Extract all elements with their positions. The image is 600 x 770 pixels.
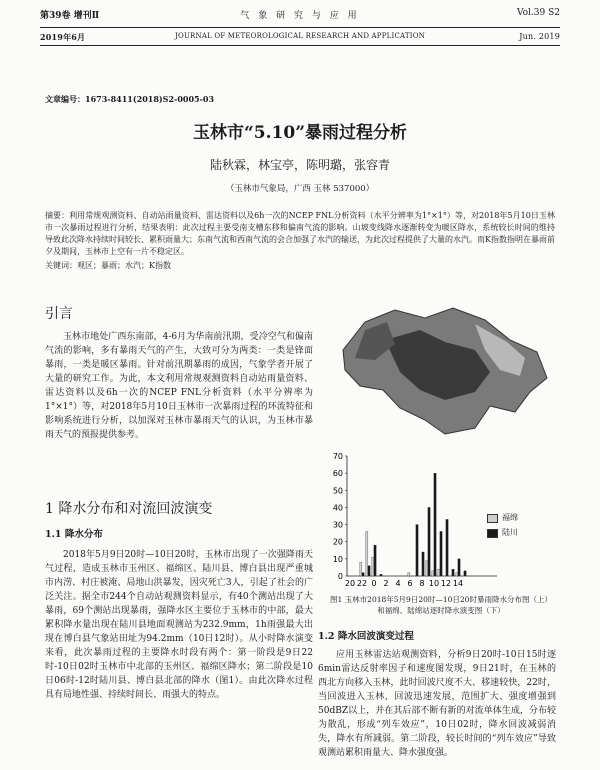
abstract: 摘要：利用常规观测资料、自动站雨量资料、雷达资料以及6h一次的NCEP FNL分析资料（水平分辨率为1°×1°）等，对2018年5月10日玉林市一次暴雨过程进行分析，结果表明：此次过程主要受南支槽东移和偏南气流的影响。山坡变线降水逐渐转变为暖区降水，系统较长时间的维持导致此次降水持续时间较长、累积雨量大；东南气流和西南气流的会合加强了水汽的输送，为此次过程提供了大量的水汽。而K指数指明在暴雨前夕及期间，玉林市上空有一片不稳定区。: [45, 211, 555, 256]
journal-name-cn: 气 象 研 究 与 应 用: [240, 11, 360, 21]
affiliation: （玉林市气象局，广西 玉林 537000）: [225, 184, 375, 194]
legend-item-luchuan: [487, 527, 518, 538]
y-tick-label: 20: [332, 537, 343, 547]
x-tick-label: 2: [383, 579, 389, 588]
x-tick-label: 20: [344, 579, 356, 588]
section1-heading: 1 降水分布和对流回波演变: [45, 501, 213, 517]
bar-陆川: [422, 552, 424, 576]
y-tick-label: 50: [332, 486, 343, 496]
legend-item-fumian: [487, 512, 518, 523]
date-cn: 2019年6月: [40, 32, 86, 42]
y-tick-label: 0: [337, 572, 343, 581]
bar-福绵: [438, 569, 440, 576]
bar-陆川: [362, 573, 364, 576]
y-tick-label: 40: [332, 503, 343, 513]
y-tick-label: 70: [332, 452, 343, 461]
article-number: 文章编号：1673-8411(2018)S2-0005-03: [45, 94, 215, 104]
bar-陆川: [368, 566, 370, 576]
bar-陆川: [458, 559, 460, 576]
keywords: 关键词：观区；暴雨；水汽；K指数: [45, 261, 171, 270]
header-rule-2: [40, 45, 560, 46]
intro-heading: 引言: [45, 306, 73, 322]
bar-陆川: [464, 571, 466, 576]
bar-陆川: [440, 531, 442, 576]
x-tick-label: 8: [419, 579, 425, 588]
legend-swatch-fumian: [487, 514, 498, 523]
x-tick-label: 12: [440, 579, 452, 588]
hourly-precip-chart: [325, 448, 555, 593]
figure-caption: 图1 玉林市2018年5月9日20时—10日20时暴雨降水分布图（上）和福绵、陆绵站逐时降水演变图（下）: [330, 595, 552, 615]
x-tick-label: 10: [428, 579, 440, 588]
section1-1-paragraph: 2018年5月9日20时—10日20时，玉林市出现了一次强降雨天气过程，造成玉林市玉州区、福绵区、陆川县、博白县出现严重城市内涝、村庄被淹、局地山洪暴发，因灾死亡3人，引起了社会的广泛关注。据全市244个自动站观测资料显示，有40个测站出现了大暴雨，69个测站出现暴雨，强降水区主要位于玉林市的中部，最大累积降水量出现在陆川县地面观测站为232.9mm，1h雨强最大出现在博白县气象站田址为94.2mm（10日12时）。从小时降水演变来看，此次暴雨过程的主要降水时段有两个：第一阶段是9日22时-10日02时玉林市中北部的玉州区、福绵区降水；第二阶段是10日06时-12时陆川县、博白县北部的降水（图1）。由此次降水过程具有局地性强、持续时间长、雨强大的特点。: [45, 550, 313, 700]
section1-2-paragraph: 应用玉林雷达站观测资料，分析9日20时-10日15时逐6min雷达反射率因子和速度图发现，9日21时，在玉林的西北方向移入玉林，此时回波尺度不大、移速较快，22时，当回波进入玉林，回波迅速发展，范围扩大、强度增强到50dBZ以上，并在其后部不断有新的对流单体生成，分布较为散乱，形成“列车效应”，10日02时，降水回波减弱消失，降水有所减弱。第二阶段，较长时间的“列车效应”导致观测站累积雨量大、降水强度强。: [318, 650, 556, 758]
x-tick-label: 22: [356, 579, 368, 588]
y-tick-label: 30: [332, 520, 343, 530]
y-tick-label: 60: [332, 469, 343, 479]
header-rule: [40, 27, 560, 28]
x-tick-label: 4: [395, 579, 401, 588]
journal-name-en: JOURNAL OF METEOROLOGICAL RESEARCH AND APPLICATION: [175, 32, 425, 40]
bar-陆川: [374, 545, 376, 576]
bar-陆川: [452, 569, 454, 576]
volume-label: Vol.39 S2: [516, 8, 560, 18]
bar-福绵: [372, 557, 374, 576]
bar-福绵: [360, 562, 362, 576]
bar-陆川: [446, 519, 448, 576]
legend-swatch-luchuan: [487, 529, 498, 538]
date-en: Jun. 2019: [519, 32, 560, 41]
paper-title: 玉林市“5.10”暴雨过程分析: [193, 123, 407, 143]
legend-label-luchuan: 陆川: [502, 528, 518, 537]
legend-label-fumian: 福绵: [502, 513, 518, 522]
authors: 陆秋霖，林宝亭，陈明璐，张容青: [209, 158, 390, 172]
bar-陆川: [434, 473, 436, 576]
bar-福绵: [366, 531, 368, 576]
bar-陆川: [428, 507, 430, 576]
section1-1-heading: 1.1 降水分布: [45, 529, 103, 540]
section1-2-heading: 1.2 降水回波演变过程: [318, 631, 414, 642]
chart-legend: [487, 512, 518, 538]
intro-paragraph: 玉林市地处广西东南部，4-6月为华南前汛期，受冷空气和偏南气流的影响，多有暴雨天气的产生，大致可分为两类：一类是锋面暴雨，一类是暖区暴雨。针对前汛期暴雨的成因，气象学者开展了大量的研究工作。为此，本文利用常规观测资料自动站雨量资料、雷达资料以及6h一次的NCEP FNL分析资料（水平分辨率为1°×1°）等，对2018年5月10日玉林市一次暴雨过程的环流特征和影响系统进行分析，以加深对玉林市暴雨天气的认识，为玉林市暴雨天气的预报提供参考。: [45, 332, 313, 440]
bar-陆川: [380, 574, 382, 576]
bar-福绵: [408, 573, 410, 576]
x-tick-label: 0: [371, 579, 377, 588]
y-tick-label: 10: [332, 554, 343, 564]
x-tick-label: 14: [452, 579, 464, 588]
bar-福绵: [456, 573, 458, 576]
rainfall-map: [325, 300, 555, 440]
issue-label: 第39卷 增刊Ⅱ: [40, 11, 100, 21]
bar-福绵: [426, 561, 428, 576]
bar-福绵: [432, 571, 434, 576]
x-tick-label: 6: [407, 579, 413, 588]
bar-陆川: [416, 525, 418, 576]
